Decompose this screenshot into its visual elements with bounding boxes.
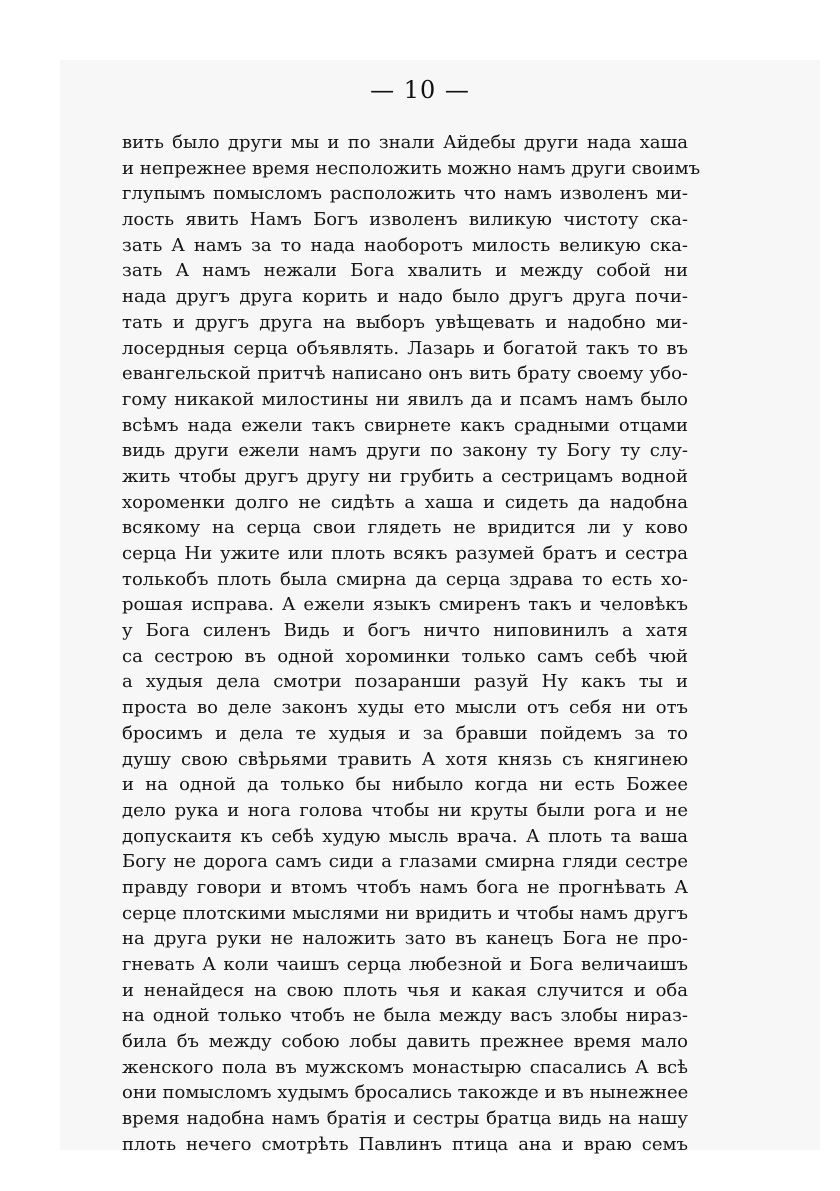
text-line: лосердныя серца объявлять. Лазарь и богатой такъ то въ	[122, 337, 688, 359]
text-line: у Бога силенъ Видь и богъ ничто нипoвинилъ а хатя	[122, 620, 688, 642]
text-line: зать А намъ нежали Бога хвалить и между собой ни	[122, 260, 688, 282]
text-line: всякому на серца свои глядеть не вридится ли у ково	[122, 517, 688, 539]
text-line: Богу не дорога самъ сиди а глазами смирна гляди сестре	[122, 851, 688, 873]
text-line: евангельской притчѣ написано онъ вить брату своему убо-	[122, 363, 688, 385]
text-line: гневать А коли чаишъ серца любезной и Бога величаишъ	[122, 954, 688, 975]
text-line: жить чтобы другъ другу ни грубить а сестрицамъ водной	[122, 465, 688, 487]
page-number-header: — 10 —	[370, 76, 470, 104]
text-line: проста во деле законъ худы ето мысли отъ себя ни отъ	[122, 697, 688, 719]
text-line: хороменки долго не сидѣть а хаша и сидеть да надобна	[122, 491, 688, 513]
text-line: нада другъ друга корить и надо было другъ друга почи-	[122, 286, 688, 308]
text-line: плоть нечего смотрѣть Павлинъ птица ана и враю семъ	[122, 1133, 688, 1155]
text-line: толькобъ плоть была смирна да серца здрава то есть хо-	[122, 568, 688, 590]
text-line: и на одной да только бы нибыло когда ни есть Божее	[122, 774, 688, 796]
text-line: тать и другъ друга на выборъ увѣщевать и надобно ми-	[122, 311, 688, 333]
text-line: допускаитя къ себѣ худую мысль врача. А плоть та ваша	[122, 825, 688, 847]
body-text	[122, 130, 701, 1158]
text-line: серца Ни ужите или плоть всякъ разумей братъ и сестра	[122, 543, 688, 564]
text-line: лость явить Намъ Богъ изволенъ виликую чистоту ска-	[122, 209, 688, 231]
text-line: серце плотскими мыслями ни вридить и чтобы намъ другъ	[122, 902, 688, 924]
text-line: гому никакой милостины ни явилъ да и псамъ намъ было	[122, 388, 688, 410]
text-line: дело рука и нога голова чтобы ни круты были рога и не	[122, 799, 688, 821]
text-line: зать А намъ за то нада наоборотъ милость великую ска-	[122, 234, 688, 256]
text-line: время надобна намъ братія и сестры братца видь на нашу	[122, 1108, 688, 1130]
text-line: женского пола въ мужскомъ монастырю спасались А всѣ	[122, 1056, 688, 1078]
text-line: душу свою свѣрьями травить А хотя князь съ княгинею	[122, 748, 688, 770]
text-line: всѣмъ нада ежели такъ свирнете какъ срадными отцами	[122, 414, 688, 436]
text-line: глупымъ помысломъ расположить что намъ изволенъ ми-	[122, 183, 688, 205]
text-line: рошая исправа. А ежели языкъ смиренъ такъ и человѣкъ	[122, 594, 688, 616]
text-line: они помысломъ худымъ бросались такожде и въ нынежнее	[122, 1082, 689, 1104]
text-line: бросимъ и дела те худыя и за бравши пойдемъ за то	[122, 722, 688, 744]
text-line: правду говори и втомъ чтобъ намъ бога не прогнѣвать А	[122, 876, 688, 898]
text-line: а худыя дела смотри позаранши разуй Ну какъ ты и	[122, 671, 688, 693]
text-line: и ненайдеся на свою плоть чья и какая случится и оба	[122, 979, 688, 1001]
text-line: видь други ежели намъ други по закону ту Богу ту слу-	[122, 440, 688, 462]
text-line: била бъ между собою лобы давить прежнее время мало	[122, 1031, 688, 1053]
text-line: вить было други мы и по знали Айдебы други нада хаша	[122, 132, 688, 153]
text-line: са сестрою въ одной хороминки только самъ себѣ чюй	[122, 645, 688, 667]
text-line: на одной только чтобъ не была между васъ злобы ниpаз-	[122, 1005, 688, 1027]
text-line: на друга руки не наложить зато въ канецъ Бога не про-	[122, 928, 688, 950]
text-line: и непрежнее время несположить можно намъ други своимъ	[122, 157, 701, 179]
